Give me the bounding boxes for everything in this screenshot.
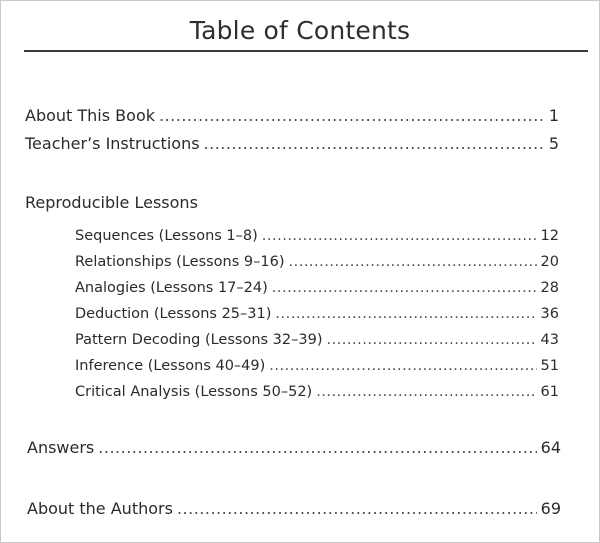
toc-entry-label: Inference (Lessons 40–49) [75,358,266,374]
toc-entry-sequences[interactable] [75,228,559,244]
toc-entry-label: About This Book [25,106,155,125]
toc-entry-analogies[interactable] [75,280,559,296]
dot-leader [177,499,537,518]
toc-entry-page: 12 [540,228,559,244]
toc-entry-deduction[interactable] [75,306,559,322]
dot-leader [326,332,536,348]
toc-entry-page: 69 [540,499,561,518]
dot-leader [289,254,537,270]
dot-leader [159,106,545,125]
toc-entry-page: 64 [540,438,561,457]
toc-entry-label: Critical Analysis (Lessons 50–52) [75,384,313,400]
toc-entry-page: 51 [540,358,559,374]
toc-entry-about-the-authors[interactable] [27,499,561,518]
toc-entry-teachers-instructions[interactable] [25,134,559,153]
toc-entry-label: Teacher’s Instructions [25,134,200,153]
toc-entry-label: Answers [27,438,95,457]
toc-entry-page: 28 [540,280,559,296]
toc-entry-inference[interactable] [75,358,559,374]
toc-entry-pattern-decoding[interactable] [75,332,559,348]
toc-entry-label: Analogies (Lessons 17–24) [75,280,268,296]
toc-entry-label: Sequences (Lessons 1–8) [75,228,258,244]
toc-entry-label: Deduction (Lessons 25–31) [75,306,272,322]
toc-entry-answers[interactable] [27,438,561,457]
toc-entry-label: About the Authors [27,499,173,518]
toc-entry-about-this-book[interactable] [25,106,559,125]
dot-leader [316,384,536,400]
toc-entry-page: 36 [540,306,559,322]
dot-leader [262,228,537,244]
dot-leader [269,358,536,374]
dot-leader [98,438,536,457]
toc-entry-relationships[interactable] [75,254,559,270]
dot-leader [204,134,545,153]
toc-entry-page: 43 [540,332,559,348]
toc-entry-page: 61 [540,384,559,400]
section-heading: Reproducible Lessons [25,193,198,212]
toc-entry-label: Relationships (Lessons 9–16) [75,254,285,270]
toc-entry-page: 20 [540,254,559,270]
toc-entry-page: 5 [548,134,559,153]
dot-leader [275,306,536,322]
toc-entry-label: Pattern Decoding (Lessons 32–39) [75,332,323,348]
dot-leader [272,280,537,296]
toc-entry-critical-analysis[interactable] [75,384,559,400]
page-title: Table of Contents [189,16,411,45]
toc-entry-page: 1 [548,106,559,125]
